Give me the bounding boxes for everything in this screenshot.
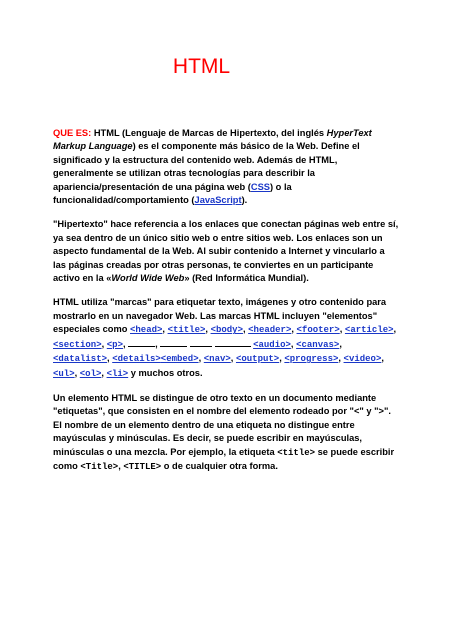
- paragraph-definition: [53, 127, 399, 207]
- text: » (Red Informática Mundial).: [184, 273, 309, 284]
- tag-link[interactable]: <output>: [235, 354, 280, 365]
- tag-link[interactable]: <canvas>: [296, 339, 340, 350]
- tag-link[interactable]: <article>: [344, 325, 394, 336]
- text: ,: [118, 460, 124, 471]
- blank-line: [160, 338, 187, 347]
- tag-link[interactable]: <section>: [53, 339, 102, 350]
- text: "Hipertexto" hace referencia a los enlaces que conectan páginas web entre sí, ya sea dentro de un único sitio web o entre sitios web. Los enlaces son un aspecto fundamental de la Web. Al subir contenido a Internet y vincularlo a las páginas creadas por otras personas, te conviertes en un participante activo en la «: [53, 219, 399, 284]
- css-link[interactable]: CSS: [250, 181, 270, 192]
- tag-link[interactable]: <ul>: [53, 368, 75, 379]
- tag-link[interactable]: <header>: [248, 325, 292, 336]
- blank-line: [215, 338, 251, 347]
- blank-line: [190, 338, 212, 347]
- code-title-upper: <TITLE>: [123, 461, 162, 472]
- code-title: <title>: [277, 447, 316, 458]
- lead-label: QUE ES:: [53, 128, 92, 138]
- text: se puede escribir como: [53, 446, 395, 471]
- tag-link[interactable]: <nav>: [203, 354, 231, 365]
- text: ).: [241, 195, 248, 206]
- text: ) es el componente más básico de la Web. Define el significado y la estructura del contenido web. Además de HTML, generalmente se utilizan otras tecnologías para describir la apariencia/presentación de una página web (: [53, 141, 360, 192]
- emphasis-text: HyperText Markup Language: [53, 128, 372, 152]
- tag-link[interactable]: <ol>: [79, 368, 102, 379]
- paragraph-markup: HTML utiliza "marcas" para etiquetar texto, imágenes y otro contenido para mostrarlo en un navegador Web. Las marcas HTML incluyen "elementos" especiales como <head>, <title>, <body>, <header>, <footer>, <article>, <section>, <p>, , <audio>, <canvas>, <datalist>, <details><embed>, <nav>, <output>, <progress>, <video>, <ul>, <ol>, <li> y muchos otros.: [53, 297, 397, 379]
- tag-link[interactable]: <body>: [210, 325, 243, 336]
- text: HTML utiliza "marcas" para etiquetar texto, imágenes y otro contenido para mostrarlo en un navegador Web. Las marcas HTML incluyen "elementos" especiales como: [53, 297, 387, 335]
- tag-link[interactable]: <li>: [106, 368, 129, 379]
- javascript-link[interactable]: JavaScript: [194, 195, 242, 206]
- tag-link[interactable]: <head>: [130, 325, 163, 336]
- tag-link[interactable]: <footer>: [296, 325, 340, 336]
- tag-link[interactable]: <video>: [343, 354, 382, 365]
- paragraph-tags: [53, 392, 399, 474]
- paragraph-hypertext: [53, 218, 399, 285]
- tag-link[interactable]: <progress>: [284, 354, 339, 365]
- code-title-mixed: <Title>: [80, 461, 119, 472]
- tag-link[interactable]: <audio>: [253, 339, 291, 350]
- document-body: [53, 127, 399, 485]
- emphasis-text: World Wide Web: [111, 273, 185, 284]
- text: y muchos otros.: [128, 367, 203, 378]
- tag-link[interactable]: <embed>: [160, 354, 199, 365]
- text: HTML (Lenguaje de Marcas de Hipertexto, del inglés: [91, 128, 327, 138]
- document-title: HTML: [172, 55, 231, 78]
- tag-link[interactable]: <title>: [167, 325, 206, 336]
- text: o de cualquier otra forma.: [161, 460, 278, 471]
- tag-link[interactable]: <p>: [106, 339, 123, 350]
- text: Un elemento HTML se distingue de otro texto en un documento mediante "etiquetas", que consisten en el nombre del elemento rodeado por "<" y ">". El nombre de un elemento dentro de una etiqueta no distingue entre mayúsculas y minúsculas. Es decir, se puede escribir en mayúsculas, minúsculas o una mezcla. Por ejemplo, la etiqueta: [53, 392, 391, 457]
- text: ) o la funcionalidad/comportamiento (: [53, 181, 292, 206]
- tag-link[interactable]: <datalist>: [53, 354, 108, 365]
- tag-link[interactable]: <details>: [112, 354, 161, 365]
- blank-line: [128, 338, 155, 347]
